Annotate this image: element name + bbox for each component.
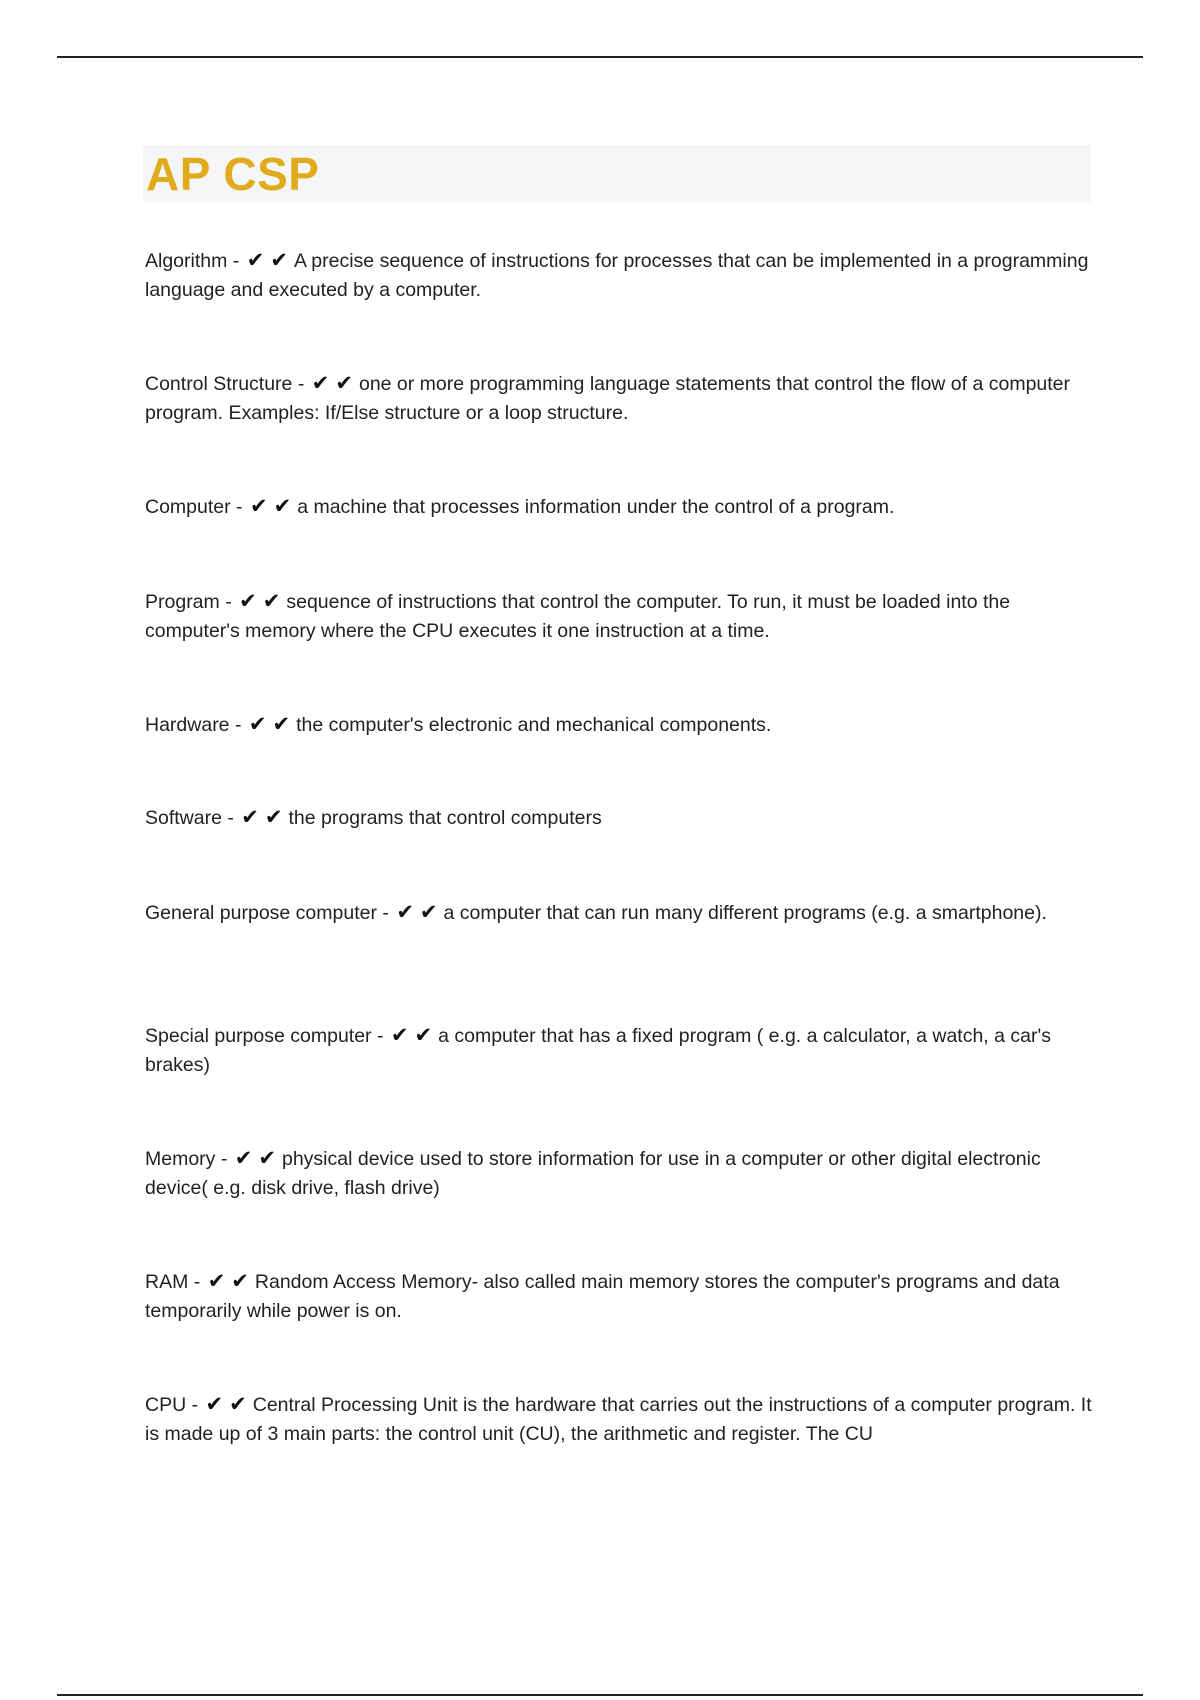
entry-separator: - — [186, 1394, 204, 1416]
entry-definition: physical device used to store information for use in a computer or other digital electronic device( e.g. disk drive, flash drive) — [145, 1148, 1041, 1199]
entry-definition: one or more programming language statements that control the flow of a computer program. Examples: If/Else structure or a loop structure. — [145, 373, 1071, 424]
double-check-icon: ✔✔ — [396, 900, 444, 924]
glossary-entry-program — [145, 587, 1095, 646]
entry-term: Hardware — [145, 714, 230, 736]
entry-separator: - — [215, 1148, 233, 1170]
glossary-entry-special-purpose-computer — [145, 1021, 1095, 1080]
entry-definition: the computer's electronic and mechanical components. — [296, 714, 772, 736]
bottom-rule — [57, 1694, 1143, 1696]
glossary-entry-control-structure — [145, 369, 1095, 428]
page-title: AP CSP — [146, 147, 320, 200]
entry-separator: - — [376, 902, 395, 924]
entry-definition: A precise sequence of instructions for processes that can be implemented in a programming language and executed by a computer. — [145, 250, 1089, 301]
entry-term: Control Structure — [145, 373, 293, 395]
double-check-icon: ✔✔ — [239, 589, 287, 613]
entry-term: CPU — [145, 1394, 187, 1416]
double-check-icon: ✔✔ — [246, 248, 294, 272]
entry-definition: the programs that control computers — [288, 807, 602, 829]
double-check-icon: ✔✔ — [249, 494, 298, 518]
entry-definition: Central Processing Unit is the hardware that carries out the instructions of a computer program. It is made up of 3 main parts: the control unit (CU), the arithmetic and register. The CU — [145, 1394, 1092, 1445]
title-banner — [143, 145, 1091, 202]
entry-separator: - — [292, 373, 310, 395]
double-check-icon: ✔✔ — [311, 371, 359, 395]
glossary-entry-computer — [145, 492, 1095, 522]
top-rule — [57, 56, 1143, 58]
entry-term: Software — [145, 807, 222, 829]
entry-separator: - — [230, 496, 248, 518]
entry-definition: Random Access Memory- also called main memory stores the computer's programs and data temporarily while power is on. — [145, 1271, 1060, 1322]
double-check-icon: ✔✔ — [234, 1146, 282, 1170]
entry-separator: - — [188, 1271, 206, 1293]
entry-definition: a computer that has a fixed program ( e.g. a calculator, a watch, a car's brakes) — [145, 1025, 1051, 1076]
double-check-icon: ✔✔ — [205, 1392, 253, 1416]
glossary-entry-memory — [145, 1144, 1095, 1203]
double-check-icon: ✔✔ — [241, 805, 289, 829]
glossary-entry-cpu — [145, 1390, 1095, 1449]
entry-term: Memory — [145, 1148, 216, 1170]
double-check-icon: ✔✔ — [390, 1023, 439, 1047]
glossary-entry-hardware — [145, 710, 1095, 740]
double-check-icon: ✔✔ — [207, 1269, 255, 1293]
entry-separator: - — [371, 1025, 389, 1047]
glossary-entry-algorithm — [145, 246, 1095, 305]
entry-definition: a machine that processes information under the control of a program. — [297, 496, 895, 518]
glossary-entry-software — [145, 803, 1095, 833]
entry-term: Special purpose computer — [145, 1025, 372, 1047]
glossary-entry-general-purpose-computer — [145, 898, 1095, 928]
entry-separator: - — [229, 714, 247, 736]
entry-definition: a computer that can run many different programs (e.g. a smartphone). — [443, 902, 1047, 924]
entry-term: Computer — [145, 496, 231, 518]
entry-separator: - — [221, 807, 240, 829]
entry-definition: sequence of instructions that control the computer. To run, it must be loaded into the computer's memory where the CPU executes it one instruction at a time. — [145, 591, 1011, 642]
entry-separator: - — [219, 591, 238, 613]
entry-term: Program — [145, 591, 220, 613]
double-check-icon: ✔✔ — [248, 712, 297, 736]
entry-term: RAM — [145, 1271, 189, 1293]
glossary-entry-ram — [145, 1267, 1095, 1326]
entry-term: General purpose computer — [145, 902, 377, 924]
entry-separator: - — [227, 250, 245, 272]
entry-term: Algorithm — [145, 250, 228, 272]
